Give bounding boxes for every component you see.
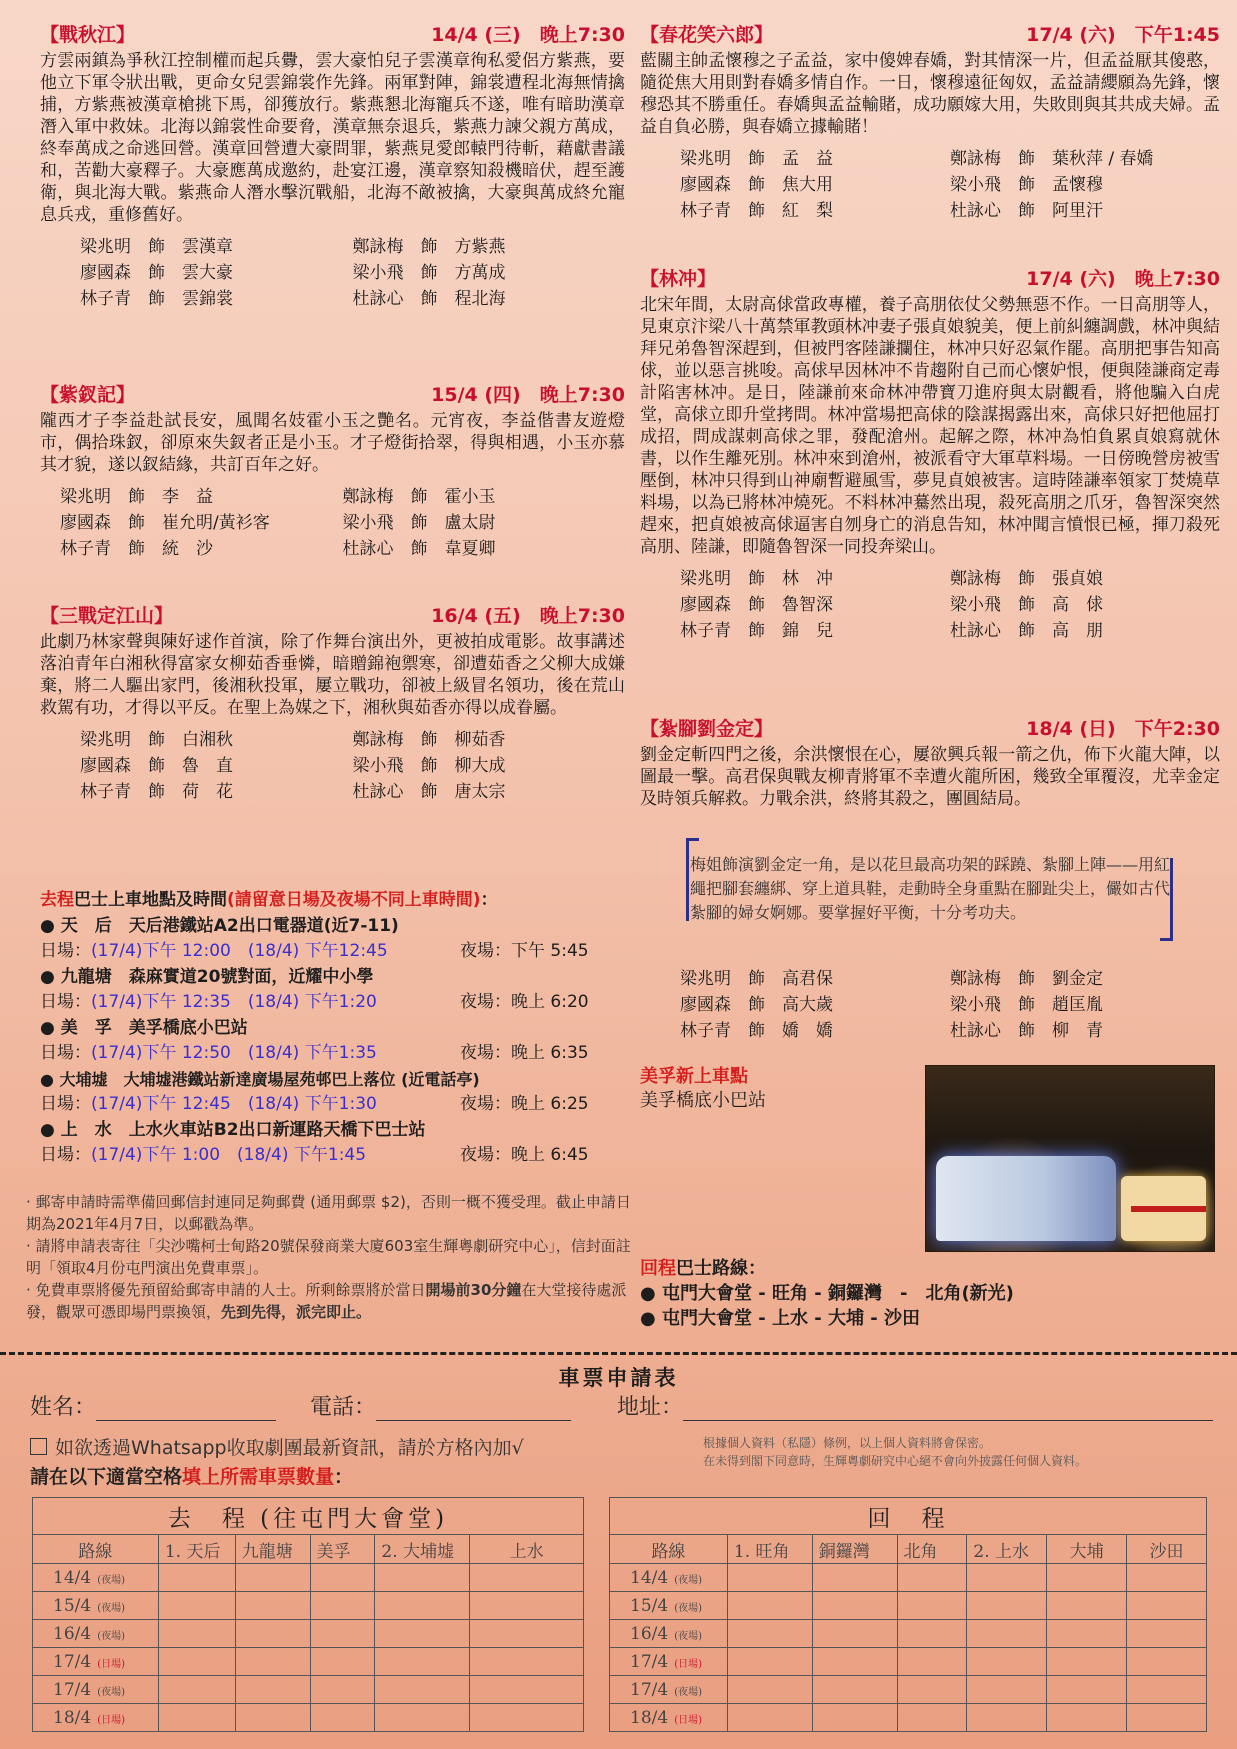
row-label bbox=[610, 1620, 728, 1648]
row-label bbox=[33, 1704, 159, 1732]
ticket-quantity-cell[interactable] bbox=[235, 1620, 310, 1648]
ticket-quantity-cell[interactable] bbox=[1047, 1704, 1127, 1732]
cast-entry: 林子青 飾 嬌 嬌 bbox=[680, 1021, 833, 1041]
bus-stop bbox=[40, 914, 625, 965]
minibus-stripe bbox=[1131, 1206, 1206, 1212]
play-date: 14/4 (三) 晚上7:30 bbox=[431, 24, 625, 46]
cast-entry: 廖國森 飾 魯 直 bbox=[80, 756, 233, 776]
ticket-row bbox=[610, 1648, 1207, 1676]
ticket-quantity-cell[interactable] bbox=[897, 1648, 967, 1676]
ticket-quantity-cell[interactable] bbox=[727, 1648, 812, 1676]
ticket-quantity-cell[interactable] bbox=[967, 1704, 1047, 1732]
ticket-quantity-cell[interactable] bbox=[158, 1704, 235, 1732]
ticket-quantity-cell[interactable] bbox=[310, 1704, 375, 1732]
cast-entry: 梁小飛 飾 方萬成 bbox=[352, 263, 506, 283]
bus-schedule bbox=[40, 888, 625, 1169]
cast-entry: 梁兆明 飾 孟 益 bbox=[680, 149, 833, 169]
ticket-row bbox=[610, 1676, 1207, 1704]
cast-entry: 林子青 飾 荷 花 bbox=[80, 782, 233, 802]
cast-entry: 杜詠心 飾 唐太宗 bbox=[352, 782, 506, 802]
ticket-quantity-cell[interactable] bbox=[1127, 1592, 1207, 1620]
ticket-quantity-cell[interactable] bbox=[310, 1676, 375, 1704]
ticket-quantity-cell[interactable] bbox=[470, 1704, 584, 1732]
ticket-quantity-cell[interactable] bbox=[158, 1620, 235, 1648]
ticket-quantity-cell[interactable] bbox=[812, 1564, 897, 1592]
ticket-quantity-cell[interactable] bbox=[812, 1592, 897, 1620]
note-item: · 請將申請表寄往「尖沙嘴柯士甸路20號保發商業大廈603室生輝粵劇研究中心」，信封面註明「領取4月份屯門演出免費車票」。 bbox=[26, 1237, 631, 1277]
play-section bbox=[640, 20, 1220, 224]
return-heading: 回程巴士路線： bbox=[640, 1258, 766, 1279]
cast-entry: 梁小飛 飾 柳大成 bbox=[352, 756, 506, 776]
cast-entry: 鄭詠梅 飾 柳茹香 bbox=[352, 730, 506, 750]
return-routes bbox=[640, 1256, 1220, 1331]
cast-list bbox=[40, 484, 625, 562]
cast-entry: 梁兆明 飾 林 冲 bbox=[680, 569, 833, 589]
cast-entry: 杜詠心 飾 高 朋 bbox=[950, 621, 1103, 641]
ticket-row bbox=[33, 1620, 584, 1648]
phone-field[interactable]: 電話： bbox=[310, 1390, 571, 1421]
play-title: 【林冲】 bbox=[640, 268, 717, 290]
row-date: 16/4 bbox=[630, 1623, 669, 1644]
stop-header: 1. 天后 bbox=[158, 1535, 235, 1564]
row-date: 17/4 bbox=[53, 1651, 92, 1672]
row-session: (夜場) bbox=[674, 1574, 702, 1586]
cast-entry: 鄭詠梅 飾 劉金定 bbox=[950, 969, 1103, 989]
play-section bbox=[640, 958, 1220, 1044]
bus-stop-times: 日場：(17/4)下午 12:35 (18/4) 下午1:20 夜場：晚上 6:20 bbox=[40, 992, 589, 1012]
ticket-quantity-cell[interactable] bbox=[897, 1564, 967, 1592]
row-date: 15/4 bbox=[630, 1595, 669, 1616]
ticket-row bbox=[33, 1704, 584, 1732]
ticket-quantity-cell[interactable] bbox=[158, 1648, 235, 1676]
bus-stop-name: ● 九龍塘 森麻實道20號對面，近耀中小學 bbox=[40, 966, 374, 987]
stop-header: 銅鑼灣 bbox=[812, 1535, 897, 1564]
route-header: 路線 bbox=[33, 1535, 159, 1564]
cast-entry: 杜詠心 飾 韋夏卿 bbox=[342, 539, 496, 559]
bus-stop-photo bbox=[925, 1065, 1215, 1252]
cast-entry: 梁兆明 飾 高君保 bbox=[680, 969, 833, 989]
play-date: 16/4 (五) 晚上7:30 bbox=[431, 605, 625, 627]
play-section bbox=[640, 264, 1220, 644]
bus-stop-name: ● 上 水 上水火車站B2出口新運路天橋下巴士站 bbox=[40, 1119, 426, 1140]
cast-entry: 林子青 飾 紅 梨 bbox=[680, 201, 833, 221]
bus-stop-times: 日場：(17/4)下午 12:45 (18/4) 下午1:30 夜場：晚上 6:25 bbox=[40, 1094, 589, 1114]
ticket-quantity-cell[interactable] bbox=[470, 1620, 584, 1648]
ticket-quantity-cell[interactable] bbox=[897, 1676, 967, 1704]
fill-instruction: 請在以下適當空格填上所需車票數量： bbox=[30, 1466, 354, 1488]
ticket-quantity-cell[interactable] bbox=[1047, 1648, 1127, 1676]
cast-list bbox=[640, 146, 1220, 224]
ticket-quantity-cell[interactable] bbox=[310, 1620, 375, 1648]
play-synopsis: 劉金定斬四門之後，余洪懷恨在心，屢欲興兵報一箭之仇，佈下火龍大陣，以圖最一擊。高君保與戰友柳青將軍不幸遭火龍所困，幾致全軍覆沒，尤幸金定及時領兵解救。力戰余洪，終將其殺之，團圓結局。 bbox=[640, 745, 1220, 809]
ticket-quantity-cell[interactable] bbox=[158, 1676, 235, 1704]
play-date: 18/4 (日) 下午2:30 bbox=[1026, 718, 1220, 740]
stop-header: 九龍塘 bbox=[235, 1535, 310, 1564]
row-label bbox=[610, 1704, 728, 1732]
row-label bbox=[33, 1648, 159, 1676]
cast-entry: 梁小飛 飾 孟懷穆 bbox=[950, 175, 1103, 195]
ticket-quantity-cell[interactable] bbox=[1047, 1676, 1127, 1704]
ticket-quantity-cell[interactable] bbox=[235, 1648, 310, 1676]
play-date: 17/4 (六) 下午1:45 bbox=[1026, 24, 1220, 46]
stop-header: 2. 上水 bbox=[967, 1535, 1047, 1564]
stop-header: 北角 bbox=[897, 1535, 967, 1564]
ticket-quantity-cell[interactable] bbox=[470, 1676, 584, 1704]
bus-shape bbox=[936, 1156, 1116, 1241]
cast-entry: 鄭詠梅 飾 方紫燕 bbox=[352, 237, 506, 257]
cast-entry: 梁兆明 飾 白湘秋 bbox=[80, 730, 233, 750]
ticket-quantity-cell[interactable] bbox=[1127, 1704, 1207, 1732]
row-label bbox=[33, 1592, 159, 1620]
ticket-row bbox=[33, 1676, 584, 1704]
ticket-row bbox=[33, 1648, 584, 1676]
ticket-quantity-cell[interactable] bbox=[812, 1704, 897, 1732]
outbound-ticket-table bbox=[32, 1497, 584, 1732]
ticket-row bbox=[33, 1592, 584, 1620]
return-route: ● 屯門大會堂 - 上水 - 大埔 - 沙田 bbox=[640, 1308, 920, 1329]
ticket-quantity-cell[interactable] bbox=[1047, 1620, 1127, 1648]
stop-header: 1. 旺角 bbox=[727, 1535, 812, 1564]
row-session: (日場) bbox=[674, 1658, 702, 1670]
cast-entry: 杜詠心 飾 阿里汗 bbox=[950, 201, 1103, 221]
ticket-row bbox=[610, 1564, 1207, 1592]
ticket-quantity-cell[interactable] bbox=[812, 1620, 897, 1648]
bus-stop bbox=[40, 1118, 625, 1169]
row-date: 17/4 bbox=[53, 1679, 92, 1700]
row-date: 17/4 bbox=[630, 1651, 669, 1672]
ticket-row bbox=[610, 1704, 1207, 1732]
ticket-quantity-cell[interactable] bbox=[727, 1704, 812, 1732]
row-date: 15/4 bbox=[53, 1595, 92, 1616]
ticket-quantity-cell[interactable] bbox=[375, 1676, 470, 1704]
cast-entry: 梁兆明 飾 雲漢章 bbox=[80, 237, 233, 257]
play-title: 【紫釵記】 bbox=[40, 384, 136, 406]
ticket-quantity-cell[interactable] bbox=[727, 1620, 812, 1648]
ticket-quantity-cell[interactable] bbox=[310, 1648, 375, 1676]
form-title: 車票申請表 bbox=[558, 1366, 679, 1390]
ticket-quantity-cell[interactable] bbox=[235, 1676, 310, 1704]
cast-entry: 杜詠心 飾 程北海 bbox=[352, 289, 506, 309]
bus-stop-times: 日場：(17/4)下午 12:00 (18/4) 下午12:45 夜場：下午 5:45 bbox=[40, 941, 589, 961]
ticket-quantity-cell[interactable] bbox=[470, 1592, 584, 1620]
cast-list bbox=[40, 727, 625, 805]
name-field[interactable]: 姓名： bbox=[30, 1390, 276, 1421]
bus-stop bbox=[40, 965, 625, 1016]
cast-entry: 鄭詠梅 飾 葉秋萍 / 春嬌 bbox=[950, 149, 1154, 169]
row-label bbox=[33, 1676, 159, 1704]
bus-stop-times: 日場：(17/4)下午 1:00 (18/4) 下午1:45 夜場：晚上 6:45 bbox=[40, 1145, 589, 1165]
row-session: (日場) bbox=[97, 1714, 125, 1726]
stop-header: 沙田 bbox=[1127, 1535, 1207, 1564]
cast-entry: 鄭詠梅 飾 張貞娘 bbox=[950, 569, 1103, 589]
bus-stop-name: ● 美 孚 美孚橋底小巴站 bbox=[40, 1017, 248, 1038]
row-label bbox=[33, 1620, 159, 1648]
row-date: 17/4 bbox=[630, 1679, 669, 1700]
cast-entry: 林子青 飾 雲錦裳 bbox=[80, 289, 233, 309]
ticket-quantity-cell[interactable] bbox=[727, 1676, 812, 1704]
whatsapp-label: 如欲透過Whatsapp收取劇團最新資訊，請於方格內加√ bbox=[55, 1437, 524, 1459]
ticket-quantity-cell[interactable] bbox=[470, 1648, 584, 1676]
new-stop-title: 美孚新上車點 bbox=[640, 1066, 748, 1087]
ticket-quantity-cell[interactable] bbox=[310, 1564, 375, 1592]
ticket-quantity-cell[interactable] bbox=[375, 1564, 470, 1592]
return-ticket-table bbox=[609, 1497, 1207, 1732]
ticket-quantity-cell[interactable] bbox=[1047, 1564, 1127, 1592]
cast-entry: 鄭詠梅 飾 霍小玉 bbox=[342, 487, 496, 507]
ticket-quantity-cell[interactable] bbox=[967, 1676, 1047, 1704]
play-title: 【三戰定江山】 bbox=[40, 605, 174, 627]
ticket-quantity-cell[interactable] bbox=[897, 1704, 967, 1732]
cast-entry: 杜詠心 飾 柳 青 bbox=[950, 1021, 1103, 1041]
cast-entry: 梁兆明 飾 李 益 bbox=[60, 487, 213, 507]
ticket-quantity-cell[interactable] bbox=[375, 1704, 470, 1732]
ticket-quantity-cell[interactable] bbox=[1127, 1676, 1207, 1704]
bus-stop bbox=[40, 1067, 625, 1118]
ticket-quantity-cell[interactable] bbox=[967, 1564, 1047, 1592]
row-label bbox=[610, 1648, 728, 1676]
row-date: 14/4 bbox=[53, 1567, 92, 1588]
ticket-quantity-cell[interactable] bbox=[158, 1592, 235, 1620]
ticket-quantity-cell[interactable] bbox=[727, 1592, 812, 1620]
stop-header: 大埔 bbox=[1047, 1535, 1127, 1564]
note-item: · 郵寄申請時需準備回郵信封連同足夠郵費 (通用郵票 $2)，否則一概不獲受理。截止申請日期為2021年4月7日，以郵戳為準。 bbox=[26, 1193, 631, 1233]
bus-stop-name: ● 大埔墟 大埔墟港鐵站新達廣場屋苑邨巴上落位 (近電話亭) bbox=[40, 1069, 480, 1089]
stop-header: 上水 bbox=[470, 1535, 584, 1564]
ticket-quantity-cell[interactable] bbox=[235, 1564, 310, 1592]
stop-header: 美孚 bbox=[310, 1535, 375, 1564]
play-synopsis: 北宋年間，太尉高俅當政專權，養子高朋依仗父勢無惡不作。一日高朋等人，見東京汴梁八十萬禁軍教頭林冲妻子張貞娘貌美，便上前糾纏調戲，林冲與結拜兄弟魯智深趕到，但被門客陸謙攔住，林冲只好忍氣作罷。高朋把事告知高俅，並以惡言挑唆。高俅早因林冲不肯趨附自己而心懷妒恨，便與陸謙商定毒計陷害林冲。是日，陸謙前來命林冲帶寶刀進府與太尉觀看，將他騙入白虎堂，高俅立即升堂拷問。林冲當場把高俅的陰謀揭露出來，高俅只好把他屈打成招，問成謀刺高俅之罪，發配滄州。起解之際，林冲為怕負累貞娘寫就休書，以作生離死別。林冲來到滄州，被派看守大軍草料場。一日傍晚營房被雪壓倒，林冲只得到山神廟暫避風雪，夢見貞娘被害。這時陸謙率領家丁焚燒草料場，以為已將林冲燒死。不料林冲驀然出現，殺死高朋之爪牙，魯智深突然趕來，把貞娘被高俅逼害自刎身亡的消息告知，林冲聞言憤恨已極，揮刀殺死高朋、陸謙，即隨魯智深一同投奔梁山。 bbox=[640, 295, 1220, 557]
play-section bbox=[40, 380, 625, 562]
cast-entry: 梁小飛 飾 盧太尉 bbox=[342, 513, 496, 533]
play-synopsis: 藍關主帥孟懷穆之子孟益，家中傻婢春嬌，對其情深一片，但孟益厭其傻憨，隨從焦大用則對春嬌多情自作。一日，懷穆遠征匈奴，孟益請纓願為先鋒，懷穆恐其不勝重任。春嬌與孟益輸賭，成功願嫁大用，失敗則與其共成夫婦。孟益自負必勝，與春嬌立據輸賭！ bbox=[640, 51, 1220, 137]
row-session: (夜場) bbox=[97, 1602, 125, 1614]
row-label bbox=[33, 1564, 159, 1592]
notes bbox=[26, 1191, 636, 1323]
play-section bbox=[40, 601, 625, 805]
whatsapp-opt-in[interactable] bbox=[30, 1433, 524, 1460]
cast-list bbox=[640, 566, 1220, 644]
play-section bbox=[640, 714, 1220, 810]
quote-text: 梅姐飾演劉金定一角，是以花旦最高功架的踩蹺、紮腳上陣——用紅繩把腳套纏綁、穿上道具鞋，走動時全身重點在腳趾尖上，儼如古代紮腳的婦女婀娜。要掌握好平衡，十分考功夫。 bbox=[690, 855, 1171, 922]
row-session: (日場) bbox=[97, 1658, 125, 1670]
row-session: (夜場) bbox=[97, 1686, 125, 1698]
ticket-row bbox=[610, 1592, 1207, 1620]
play-synopsis: 此劇乃林家聲與陳好逑作首演，除了作舞台演出外，更被拍成電影。故事講述落泊青年白湘秋得富家女柳茹香垂憐，暗贈錦袍禦寒，卻遭茹香之父柳大成嫌棄，將二人驅出家門，後湘秋投軍，屢立戰功，卻被上級冒名領功，後在荒山救駕有功，才得以平反。在聖上為媒之下，湘秋與茹香亦得以成眷屬。 bbox=[40, 632, 625, 718]
row-session: (夜場) bbox=[674, 1686, 702, 1698]
row-session: (夜場) bbox=[97, 1630, 125, 1642]
ticket-quantity-cell[interactable] bbox=[967, 1648, 1047, 1676]
ticket-quantity-cell[interactable] bbox=[812, 1676, 897, 1704]
ticket-row bbox=[33, 1564, 584, 1592]
cast-entry: 林子青 飾 錦 兒 bbox=[680, 621, 833, 641]
row-label bbox=[610, 1592, 728, 1620]
ticket-quantity-cell[interactable] bbox=[375, 1648, 470, 1676]
ticket-quantity-cell[interactable] bbox=[375, 1592, 470, 1620]
cast-entry: 廖國森 飾 高大歲 bbox=[680, 995, 833, 1015]
cast-entry: 廖國森 飾 魯智深 bbox=[680, 595, 833, 615]
play-synopsis: 隴西才子李益赴試長安，風聞名妓霍小玉之艷名。元宵夜，李益偕書友遊燈市，偶拾珠釵，卻原來失釵者正是小玉。才子燈街拾翠，得與相遇，小玉亦慕其才貌，遂以釵結緣，共訂百年之好。 bbox=[40, 411, 625, 475]
cast-entry: 林子青 飾 統 沙 bbox=[60, 539, 213, 559]
ticket-quantity-cell[interactable] bbox=[470, 1564, 584, 1592]
cast-entry: 梁小飛 飾 趙匡胤 bbox=[950, 995, 1103, 1015]
ticket-row bbox=[610, 1620, 1207, 1648]
ticket-quantity-cell[interactable] bbox=[235, 1592, 310, 1620]
ticket-quantity-cell[interactable] bbox=[158, 1564, 235, 1592]
address-field[interactable]: 地址： bbox=[617, 1390, 1213, 1421]
privacy-notice: 根據個人資料（私隱）條例，以上個人資料將會保密。 在未得到閣下同意時，生輝粵劇研究中心絕不會向外披露任何個人資料。 bbox=[703, 1436, 1088, 1468]
row-date: 14/4 bbox=[630, 1567, 669, 1588]
cut-line bbox=[0, 1352, 1237, 1355]
bus-heading: 去程巴士上車地點及時間(請留意日場及夜場不同上車時間)： bbox=[40, 890, 498, 910]
row-session: (夜場) bbox=[97, 1574, 125, 1586]
row-date: 18/4 bbox=[630, 1707, 669, 1728]
cast-entry: 廖國森 飾 焦大用 bbox=[680, 175, 833, 195]
ticket-quantity-cell[interactable] bbox=[727, 1564, 812, 1592]
route-header: 路線 bbox=[610, 1535, 728, 1564]
ticket-quantity-cell[interactable] bbox=[967, 1620, 1047, 1648]
play-title: 【紮腳劉金定】 bbox=[640, 718, 774, 740]
play-synopsis: 方雲兩鎮為爭秋江控制權而起兵釁，雲大豪怕兒子雲漢章徇私愛侶方紫燕，要他立下軍令狀出戰，更命女兒雲錦裳作先鋒。兩軍對陣，錦裳遭程北海無情擒捕，方紫燕被漢章槍挑下馬，卻獲放行。紫燕懇北海寵兵不遂，唯有暗助漢章潛入軍中救妹。北海以錦裳性命要脅，漢章無奈退兵，紫燕力諫父親方萬成，終奉萬成之命逃回營。漢章回營遭大豪問罪，紫燕見愛郎轅門待斬，藉獻書議和，苦勸大豪釋子。大豪應萬成邀約，赴宴江邊，漢章察知殺機暗伏，趕至護衛，與北海大戰。紫燕命人潛水擊沉戰船，北海不敵被擒，大豪與萬成終允寵息兵戎，重修舊好。 bbox=[40, 51, 625, 225]
play-date: 17/4 (六) 晚上7:30 bbox=[1026, 268, 1220, 290]
return-route: ● 屯門大會堂 - 旺角 - 銅鑼灣 - 北角(新光) bbox=[640, 1283, 1014, 1304]
play-date: 15/4 (四) 晚上7:30 bbox=[431, 384, 625, 406]
ticket-quantity-cell[interactable] bbox=[897, 1620, 967, 1648]
row-session: (日場) bbox=[674, 1714, 702, 1726]
ticket-quantity-cell[interactable] bbox=[967, 1592, 1047, 1620]
cast-entry: 梁小飛 飾 高 俅 bbox=[950, 595, 1103, 615]
ticket-quantity-cell[interactable] bbox=[235, 1704, 310, 1732]
ticket-quantity-cell[interactable] bbox=[1127, 1648, 1207, 1676]
bus-stop bbox=[40, 1016, 625, 1067]
ticket-quantity-cell[interactable] bbox=[375, 1620, 470, 1648]
ticket-quantity-cell[interactable] bbox=[812, 1648, 897, 1676]
row-date: 18/4 bbox=[53, 1707, 92, 1728]
play-section bbox=[40, 20, 625, 312]
cast-list bbox=[640, 966, 1220, 1044]
note-item: · 免費車票將優先預留給郵寄申請的人士。所剩餘票將於當日開場前30分鐘在大堂接待處派發，觀眾可憑即場門票換領，先到先得，派完即止。 bbox=[26, 1281, 627, 1321]
row-session: (夜場) bbox=[674, 1630, 702, 1642]
ticket-quantity-cell[interactable] bbox=[310, 1592, 375, 1620]
cast-entry: 廖國森 飾 崔允明/黃衫客 bbox=[60, 513, 270, 533]
ticket-quantity-cell[interactable] bbox=[897, 1592, 967, 1620]
row-label bbox=[610, 1564, 728, 1592]
cast-entry: 廖國森 飾 雲大豪 bbox=[80, 263, 233, 283]
play-title: 【戰秋江】 bbox=[40, 24, 136, 46]
ticket-quantity-cell[interactable] bbox=[1047, 1592, 1127, 1620]
cast-list bbox=[40, 234, 625, 312]
ticket-quantity-cell[interactable] bbox=[1127, 1564, 1207, 1592]
row-date: 16/4 bbox=[53, 1623, 92, 1644]
return-table-title: 回 程 bbox=[610, 1498, 1207, 1535]
new-stop-location: 美孚橋底小巴站 bbox=[640, 1090, 766, 1111]
row-session: (夜場) bbox=[674, 1602, 702, 1614]
play-title: 【春花笑六郎】 bbox=[640, 24, 774, 46]
stop-header: 2. 大埔墟 bbox=[375, 1535, 470, 1564]
ticket-quantity-cell[interactable] bbox=[1127, 1620, 1207, 1648]
whatsapp-checkbox[interactable] bbox=[30, 1438, 47, 1455]
bus-stop-name: ● 天 后 天后港鐵站A2出口電器道(近7-11) bbox=[40, 915, 399, 936]
outbound-table-title: 去 程 (往屯門大會堂) bbox=[33, 1498, 584, 1535]
row-label bbox=[610, 1676, 728, 1704]
bus-stop-times: 日場：(17/4)下午 12:50 (18/4) 下午1:35 夜場：晚上 6:35 bbox=[40, 1043, 589, 1063]
